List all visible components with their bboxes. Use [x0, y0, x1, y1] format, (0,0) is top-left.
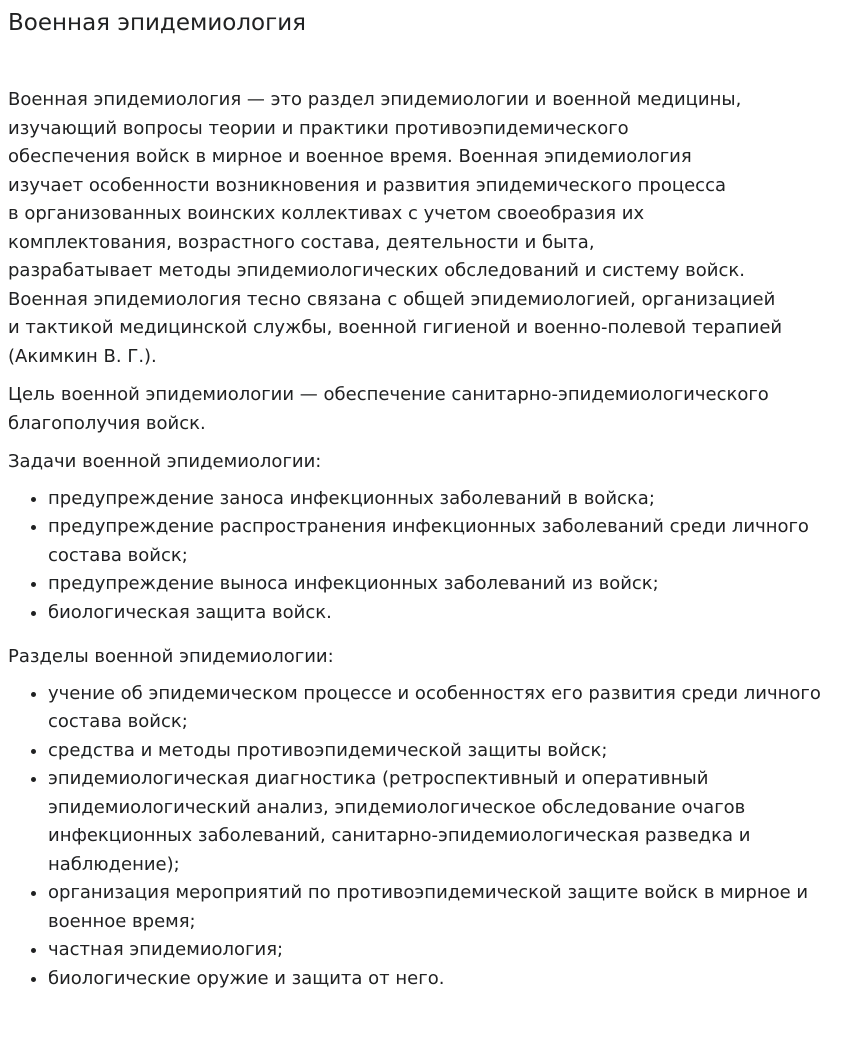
sections-heading: Разделы военной эпидемиологии: [8, 646, 334, 667]
list-item: • средства и методы противоэпидемической защиты войск; [48, 737, 840, 766]
list-item: • организация мероприятий по противоэпидемической защите войск в мирное и военное время; [48, 879, 840, 936]
list-item: • частная эпидемиология; [48, 936, 840, 965]
list-item: • биологическая защита войск. [48, 599, 840, 628]
tasks-heading: Задачи военной эпидемиологии: [8, 451, 322, 472]
article [8, 0, 840, 993]
goal-paragraph: Цель военной эпидемиологии — обеспечение санитарно-эпидемиологического благополучия войск. [8, 384, 769, 434]
list-item: • предупреждение выноса инфекционных заболеваний из войск; [48, 570, 840, 599]
list-item: • предупреждение заноса инфекционных заболеваний в войска; [48, 485, 840, 514]
page-title: Военная эпидемиология [8, 10, 306, 36]
list-item: • предупреждение распространения инфекционных заболеваний среди личного состава войск; [48, 513, 840, 570]
tasks-list [8, 485, 840, 628]
sections-list [8, 680, 840, 994]
list-item: • учение об эпидемическом процессе и особенностях его развития среди личного состава войск; [48, 680, 840, 737]
intro-paragraph: Военная эпидемиология — это раздел эпидемиологии и военной медицины, изучающий вопросы теории и практики противоэпидемического обеспечения войск в мирное и военное время. Военная эпидемиология изучает особенности возникновения и развития эпидемического процесса в организованных воинских коллективах с учетом своеобразия их комплектования, возрастного состава, деятельности и быта, разрабатывает методы эпидемиологических обследований и систему войск. Военная эпидемиология тесно связана с общей эпидемиологией, организацией и тактикой медицинской службы, военной гигиеной и военно-полевой терапией (Акимкин В. Г.). [8, 89, 783, 367]
list-item: • эпидемиологическая диагностика (ретроспективный и оперативный эпидемиологический анализ, эпидемиологическое обследование очагов инфекционных заболеваний, санитарно-эпидемиологическая разведка и наблюдение); [48, 765, 840, 879]
list-item: • биологические оружие и защита от него. [48, 965, 840, 994]
